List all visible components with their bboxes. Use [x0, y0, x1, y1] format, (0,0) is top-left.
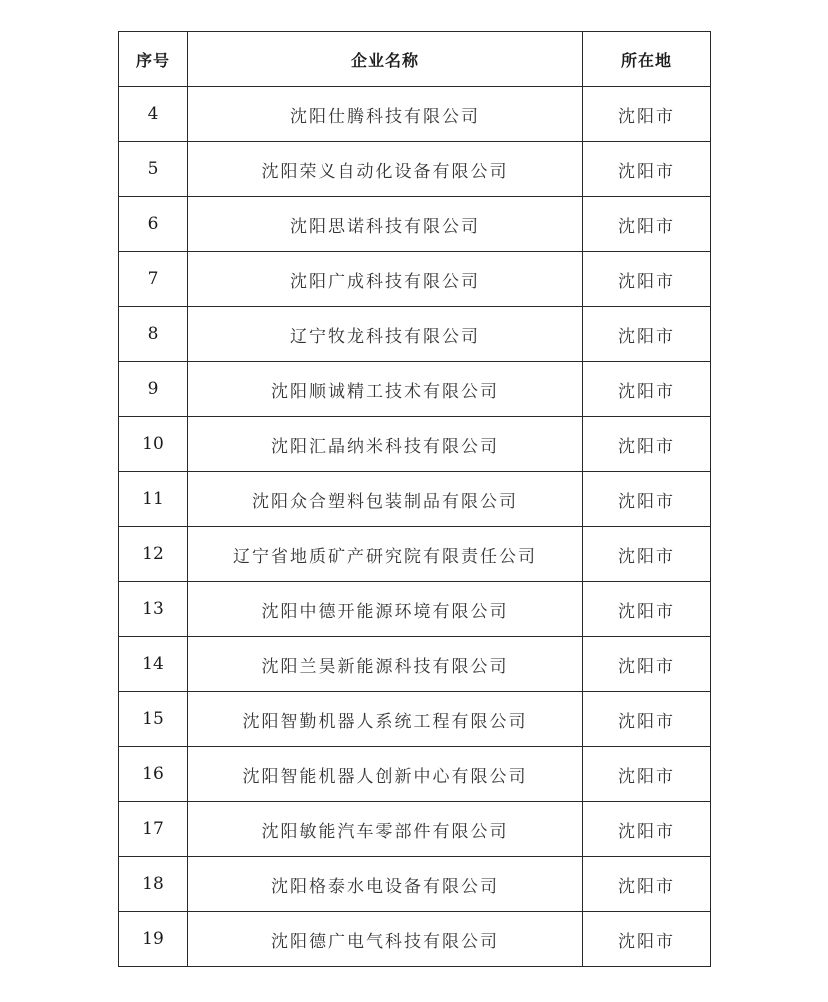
location-cell: 沈阳市 — [583, 252, 711, 307]
table-row — [119, 142, 711, 197]
enterprise-name-cell: 沈阳德广电气科技有限公司 — [188, 912, 583, 967]
location-cell: 沈阳市 — [583, 637, 711, 692]
enterprise-name-cell: 沈阳众合塑料包装制品有限公司 — [188, 472, 583, 527]
table-row — [119, 417, 711, 472]
enterprise-name-cell: 沈阳敏能汽车零部件有限公司 — [188, 802, 583, 857]
enterprise-table — [118, 31, 711, 967]
serial-number-cell: 7 — [119, 252, 188, 307]
table-row — [119, 802, 711, 857]
serial-number-cell: 15 — [119, 692, 188, 747]
enterprise-name-cell: 沈阳汇晶纳米科技有限公司 — [188, 417, 583, 472]
table-body — [119, 87, 711, 967]
table-row — [119, 472, 711, 527]
location-cell: 沈阳市 — [583, 417, 711, 472]
serial-number-cell: 19 — [119, 912, 188, 967]
serial-number-cell: 14 — [119, 637, 188, 692]
enterprise-name-cell: 辽宁省地质矿产研究院有限责任公司 — [188, 527, 583, 582]
table-header — [119, 32, 711, 87]
location-cell: 沈阳市 — [583, 527, 711, 582]
table-row — [119, 87, 711, 142]
serial-number-cell: 16 — [119, 747, 188, 802]
header-row — [119, 32, 711, 87]
serial-number-cell: 8 — [119, 307, 188, 362]
serial-number-cell: 5 — [119, 142, 188, 197]
location-cell: 沈阳市 — [583, 912, 711, 967]
enterprise-name-cell: 沈阳兰昊新能源科技有限公司 — [188, 637, 583, 692]
serial-number-cell: 17 — [119, 802, 188, 857]
enterprise-name-cell: 沈阳智能机器人创新中心有限公司 — [188, 747, 583, 802]
enterprise-name-cell: 辽宁牧龙科技有限公司 — [188, 307, 583, 362]
location-cell: 沈阳市 — [583, 87, 711, 142]
location-cell: 沈阳市 — [583, 362, 711, 417]
enterprise-name-cell: 沈阳格泰水电设备有限公司 — [188, 857, 583, 912]
enterprise-name-cell: 沈阳思诺科技有限公司 — [188, 197, 583, 252]
table-row — [119, 362, 711, 417]
enterprise-name-cell: 沈阳仕腾科技有限公司 — [188, 87, 583, 142]
location-cell: 沈阳市 — [583, 857, 711, 912]
table-row — [119, 912, 711, 967]
enterprise-name-cell: 沈阳广成科技有限公司 — [188, 252, 583, 307]
table-row — [119, 582, 711, 637]
table-row — [119, 527, 711, 582]
location-cell: 沈阳市 — [583, 307, 711, 362]
location-cell: 沈阳市 — [583, 692, 711, 747]
enterprise-name-cell: 沈阳顺诚精工技术有限公司 — [188, 362, 583, 417]
enterprise-name-cell: 沈阳荣义自动化设备有限公司 — [188, 142, 583, 197]
location-cell: 沈阳市 — [583, 142, 711, 197]
serial-number-cell: 6 — [119, 197, 188, 252]
serial-number-cell: 11 — [119, 472, 188, 527]
table-row — [119, 637, 711, 692]
header-enterprise-name: 企业名称 — [188, 32, 583, 87]
serial-number-cell: 18 — [119, 857, 188, 912]
serial-number-cell: 12 — [119, 527, 188, 582]
serial-number-cell: 13 — [119, 582, 188, 637]
serial-number-cell: 9 — [119, 362, 188, 417]
table-row — [119, 857, 711, 912]
location-cell: 沈阳市 — [583, 802, 711, 857]
location-cell: 沈阳市 — [583, 747, 711, 802]
enterprise-name-cell: 沈阳中德开能源环境有限公司 — [188, 582, 583, 637]
location-cell: 沈阳市 — [583, 197, 711, 252]
table-row — [119, 307, 711, 362]
header-location: 所在地 — [583, 32, 711, 87]
table-row — [119, 747, 711, 802]
location-cell: 沈阳市 — [583, 582, 711, 637]
location-cell: 沈阳市 — [583, 472, 711, 527]
table-row — [119, 692, 711, 747]
serial-number-cell: 10 — [119, 417, 188, 472]
enterprise-name-cell: 沈阳智勤机器人系统工程有限公司 — [188, 692, 583, 747]
table-row — [119, 252, 711, 307]
serial-number-cell: 4 — [119, 87, 188, 142]
header-serial-number: 序号 — [119, 32, 188, 87]
table-row — [119, 197, 711, 252]
